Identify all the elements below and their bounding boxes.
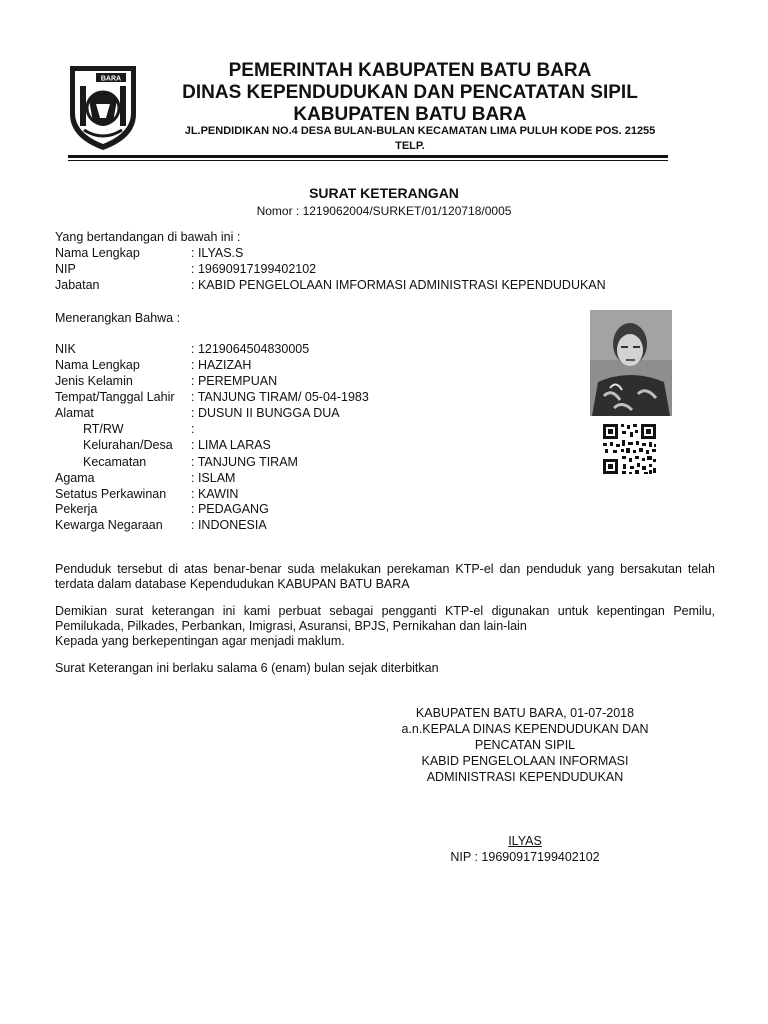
signatory-name: ILYAS [508,834,542,848]
signature-line-3: KABID PENGELOLAAN INFORMASI [421,754,629,768]
header-divider-thin [68,160,668,161]
document-title: SURAT KETERANGAN [309,185,459,201]
header-divider-thick [68,155,668,158]
field-value: : KAWIN [191,487,239,501]
field-value: : HAZIZAH [191,358,252,372]
field-value: : TANJUNG TIRAM [191,455,298,469]
letterhead-line-2: DINAS KEPENDUDUKAN DAN PENCATATAN SIPIL [182,82,638,103]
field-label: Kecamatan [83,455,147,469]
letterhead-line-3: KABUPATEN BATU BARA [293,104,527,125]
field-value: : 1219064504830005 [191,342,310,356]
field-label: Nama Lengkap [55,358,140,372]
field-label: Pekerja [55,502,98,516]
field-value: : PEDAGANG [191,502,269,516]
field-value: : INDONESIA [191,518,267,532]
signature-line-2: PENCATAN SIPIL [474,738,576,752]
signature-line-1: a.n.KEPALA DINAS KEPENDUDUKAN DAN [401,722,649,736]
field-label: Setatus Perkawinan [55,487,167,501]
field-label: Alamat [55,406,94,420]
field-value: : LIMA LARAS [191,438,271,452]
field-value: : ISLAM [191,471,236,485]
field-value: : PEREMPUAN [191,374,278,388]
paragraph-usage-statement: Demikian surat keterangan ini kami perbuat sebagai pengganti KTP-el digunakan untuk kepentingan Pemilu, Pemilukada, Pilkades, Perbankan, Imigrasi, Asuransi, BPJS, Pernikahan dan lain-lain [55,604,715,633]
field-label: Kewarga Negaraan [55,518,163,532]
signatory-nip: NIP : 19690917199402102 [450,850,600,864]
field-label: Agama [55,471,95,485]
field-label: NIK [55,342,76,356]
field-value: : TANJUNG TIRAM/ 05-04-1983 [191,390,369,404]
qr-code-icon [589,418,671,480]
field-value: : 19690917199402102 [191,262,317,276]
letterhead-telp: TELP. [395,140,425,152]
paragraph-validity: Surat Keterangan ini berlaku salama 6 (enam) bulan sejak diterbitkan [55,661,439,675]
field-value: : DUSUN II BUNGGA DUA [191,406,340,420]
signature-line-4: ADMINISTRASI KEPENDUDUKAN [426,770,624,784]
regency-emblem-icon [66,60,140,152]
letterhead-line-1: PEMERINTAH KABUPATEN BATU BARA [228,60,592,81]
field-label: Jabatan [55,278,100,292]
signature-place-date: KABUPATEN BATU BARA, 01-07-2018 [415,706,635,720]
paragraph-recording-statement: Penduduk tersebut di atas benar-benar suda melakukan perekaman KTP-el dan penduduk yang bersakutan telah terdata dalam database Kependudukan KABUPAN BATU BARA [55,562,715,591]
field-label: Kelurahan/Desa [83,438,173,452]
intro-text: Yang bertandangan di bawah ini : [55,230,241,244]
resident-photo-icon [590,310,672,416]
field-value: : ILYAS.S [191,246,244,260]
menerangkan-text: Menerangkan Bahwa : [55,311,181,325]
field-value: : [191,422,195,436]
logo-text: BARA [100,75,122,83]
field-label: Jenis Kelamin [55,374,133,388]
field-label: Nama Lengkap [55,246,140,260]
letterhead-address: JL.PENDIDIKAN NO.4 DESA BULAN-BULAN KECAMATAN LIMA PULUH KODE POS. 21255 [184,125,656,137]
field-label: NIP [55,262,76,276]
field-value: : KABID PENGELOLAAN IMFORMASI ADMINISTRASI KEPENDUDUKAN [191,278,606,292]
paragraph-closing: Kepada yang berkepentingan agar menjadi maklum. [55,634,345,648]
field-label: RT/RW [83,422,124,436]
document-number: Nomor : 1219062004/SURKET/01/120718/0005 [256,204,512,218]
field-label: Tempat/Tanggal Lahir [55,390,175,404]
